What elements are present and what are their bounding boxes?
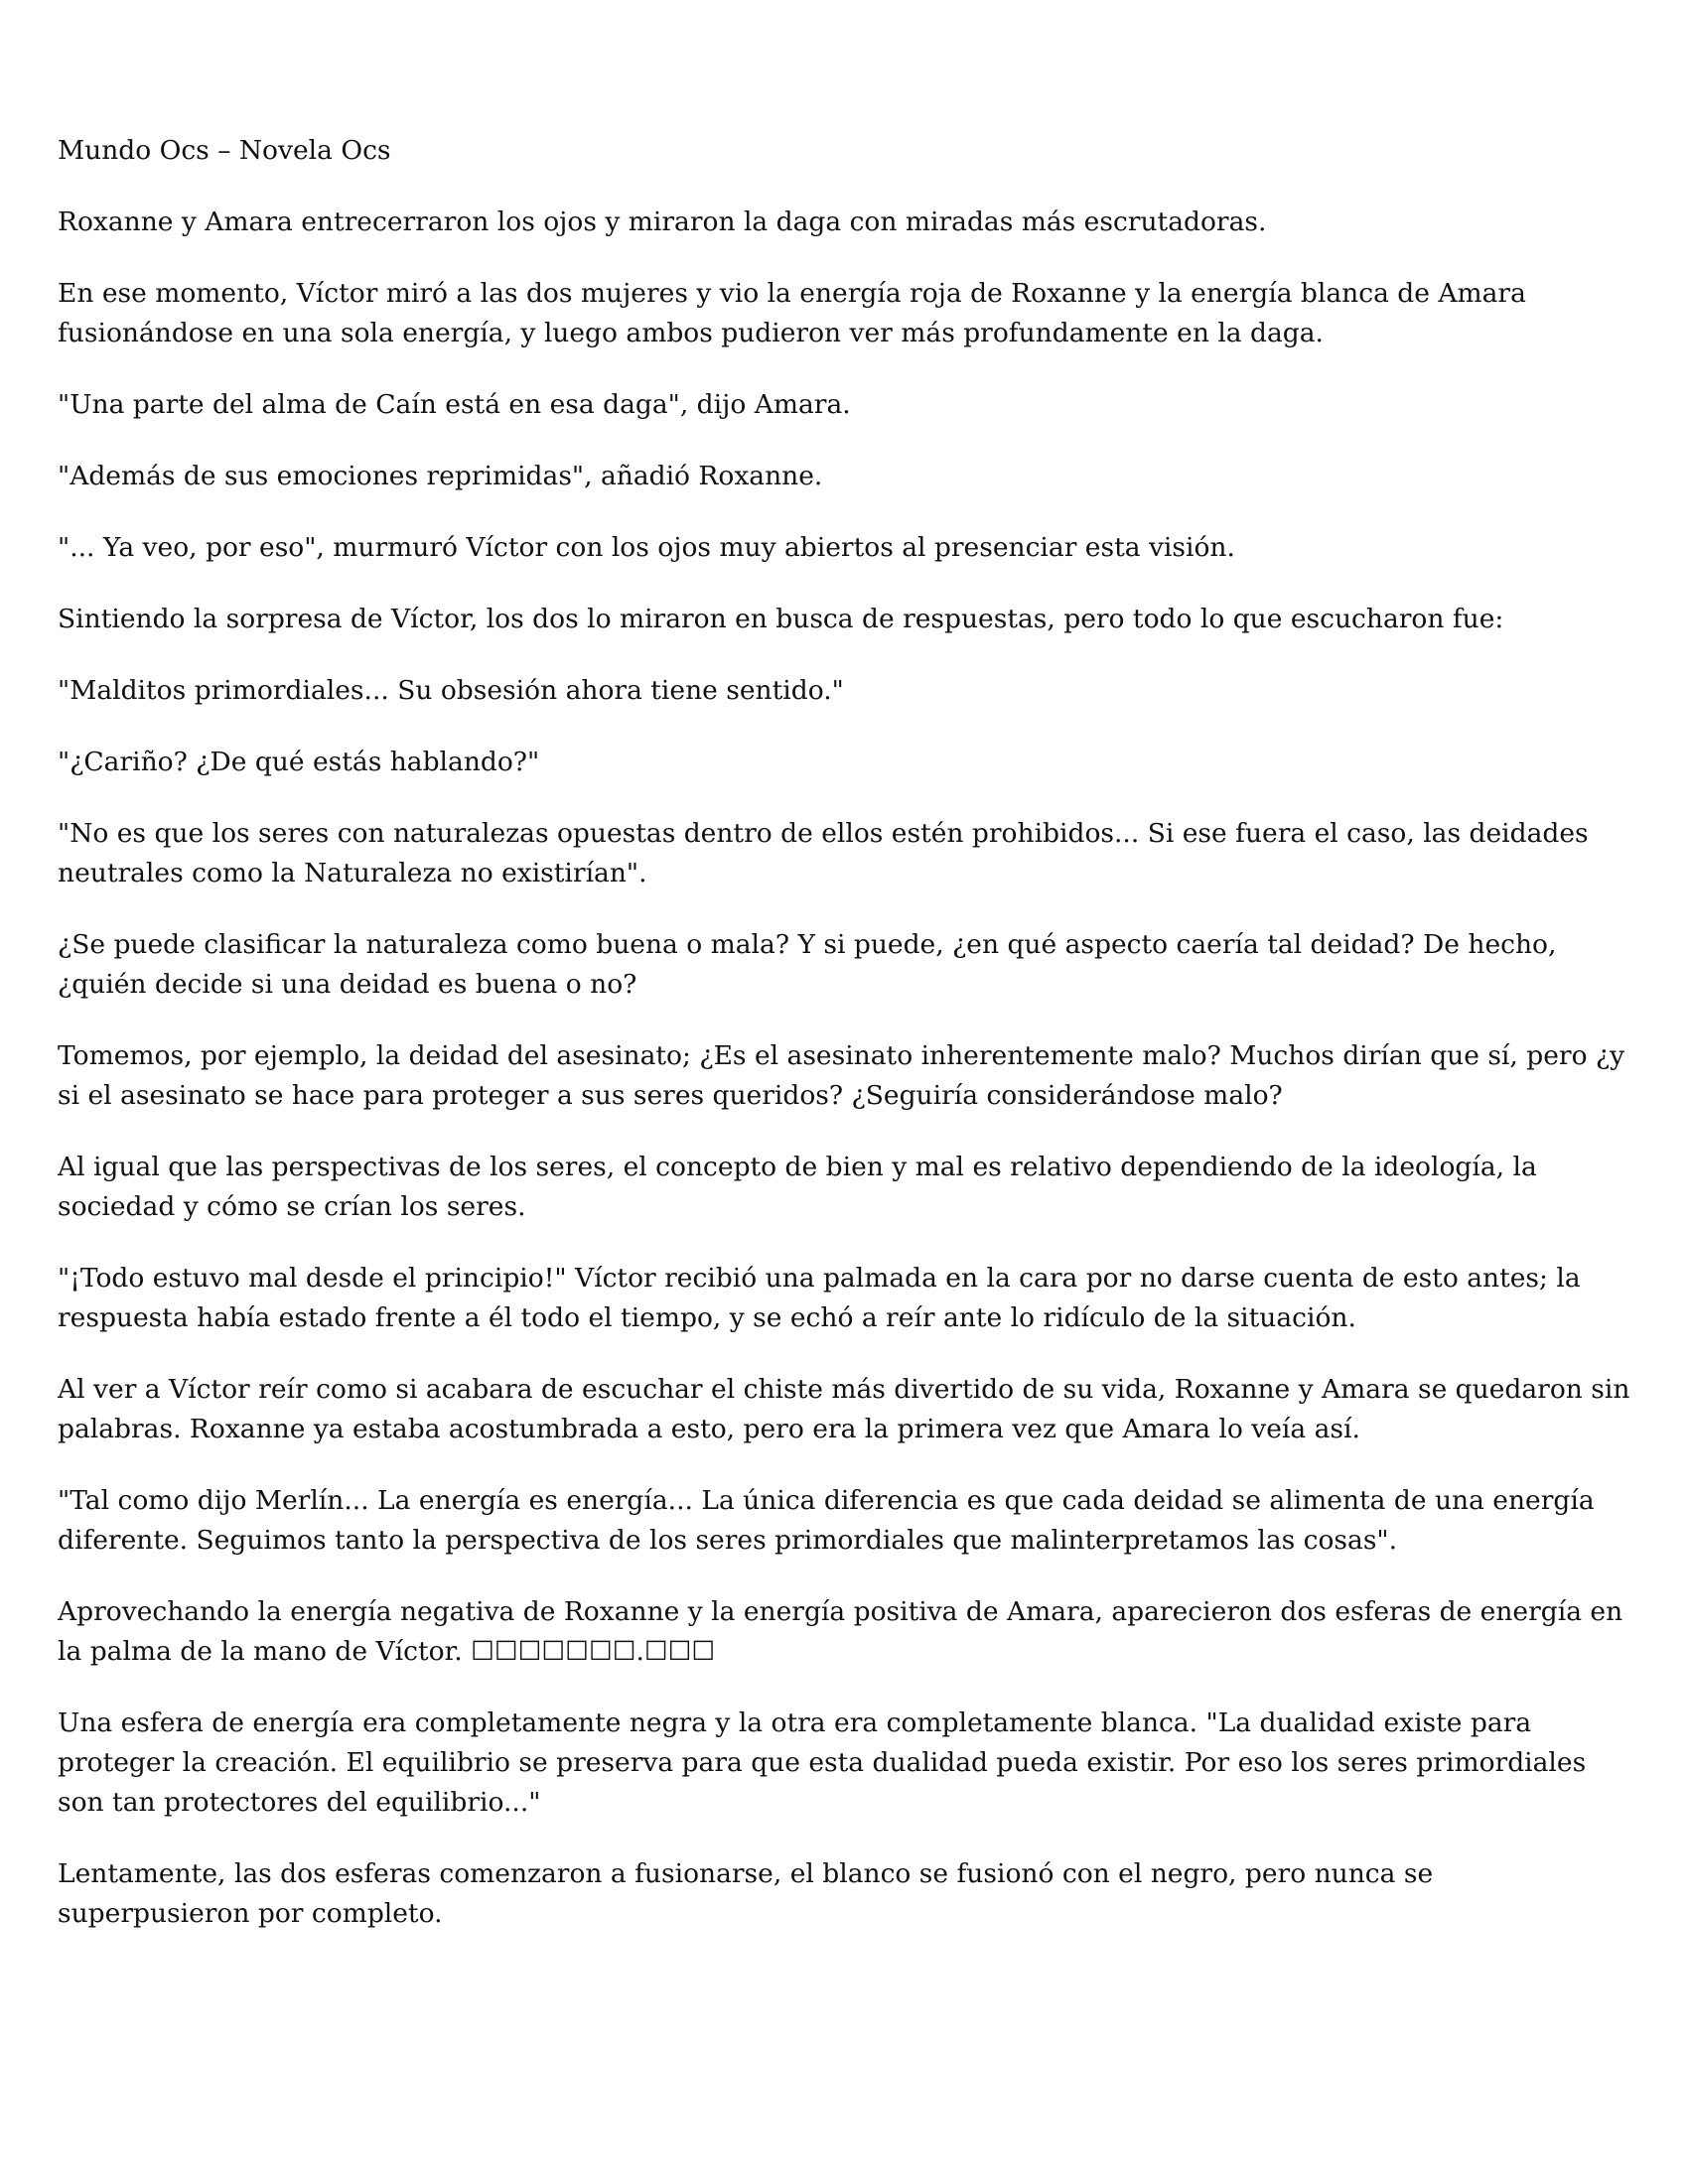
paragraph-2: En ese momento, Víctor miró a las dos mujeres y vio la energía roja de Roxanne y la energía blanca de Amara fusionándose en una sola energía, y luego ambos pudieron ver más profundamente en la daga. [58,278,1526,348]
paragraph-10: ¿Se puede clasificar la naturaleza como buena o mala? Y si puede, ¿en qué aspecto caería tal deidad? De hecho, ¿quién decide si una deidad es buena o no? [58,929,1557,1000]
paragraph-17: Una esfera de energía era completamente negra y la otra era completamente blanca. "La dualidad existe para proteger la creación. El equilibrio se preserva para que esta dualidad pueda existir. Por eso los seres primordiales son tan protectores del equilibrio..." [58,1707,1587,1818]
paragraph-3: "Una parte del alma de Caín está en esa daga", dijo Amara. [58,389,851,420]
paragraph-14: Al ver a Víctor reír como si acabara de escuchar el chiste más divertido de su vida, Roxanne y Amara se quedaron sin palabras. Roxanne ya estaba acostumbrada a esto, pero era la primera vez que Amara lo veía así. [58,1374,1630,1444]
paragraph-7: "Malditos primordiales... Su obsesión ahora tiene sentido." [58,675,844,706]
document-body [58,131,1631,1966]
paragraph-18: Lentamente, las dos esferas comenzaron a fusionarse, el blanco se fusionó con el negro, pero nunca se superpusieron por completo. [58,1858,1434,1929]
paragraph-4: "Además de sus emociones reprimidas", añadió Roxanne. [58,461,823,491]
paragraph-8: "¿Cariño? ¿De qué estás hablando?" [58,747,540,777]
paragraph-12: Al igual que las perspectivas de los seres, el concepto de bien y mal es relativo dependiendo de la ideología, la sociedad y cómo se crían los seres. [58,1152,1537,1222]
paragraph-13: "¡Todo estuvo mal desde el principio!" Víctor recibió una palmada en la cara por no darse cuenta de esto antes; la respuesta había estado frente a él todo el tiempo, y se echó a reír ante lo ridículo de la situación. [58,1263,1581,1333]
paragraph-15: "Tal como dijo Merlín... La energía es energía... La única diferencia es que cada deidad se alimenta de una energía diferente. Seguimos tanto la perspectiva de los seres primordiales que malinterpretamos las cosas". [58,1485,1595,1556]
paragraph-16: Aprovechando la energía negativa de Roxanne y la energía positiva de Amara, aparecieron dos esferas de energía en la palma de la mano de Víctor. ☐☐☐☐☐☐☐.☐☐☐ [58,1596,1623,1667]
document-header: Mundo Ocs – Novela Ocs [58,135,391,166]
paragraph-11: Tomemos, por ejemplo, la deidad del asesinato; ¿Es el asesinato inherentemente malo? Muchos dirían que sí, pero ¿y si el asesinato se hace para proteger a sus seres queridos? ¿Seguiría considerándose malo? [58,1040,1625,1111]
paragraph-6: Sintiendo la sorpresa de Víctor, los dos lo miraron en busca de respuestas, pero todo lo que escucharon fue: [58,604,1504,634]
paragraph-5: "... Ya veo, por eso", murmuró Víctor con los ojos muy abiertos al presenciar esta visión. [58,532,1235,563]
paragraph-1: Roxanne y Amara entrecerraron los ojos y miraron la daga con miradas más escrutadoras. [58,206,1267,237]
paragraph-9: "No es que los seres con naturalezas opuestas dentro de ellos estén prohibidos... Si ese fuera el caso, las deidades neutrales como la Naturaleza no existirían". [58,818,1589,888]
